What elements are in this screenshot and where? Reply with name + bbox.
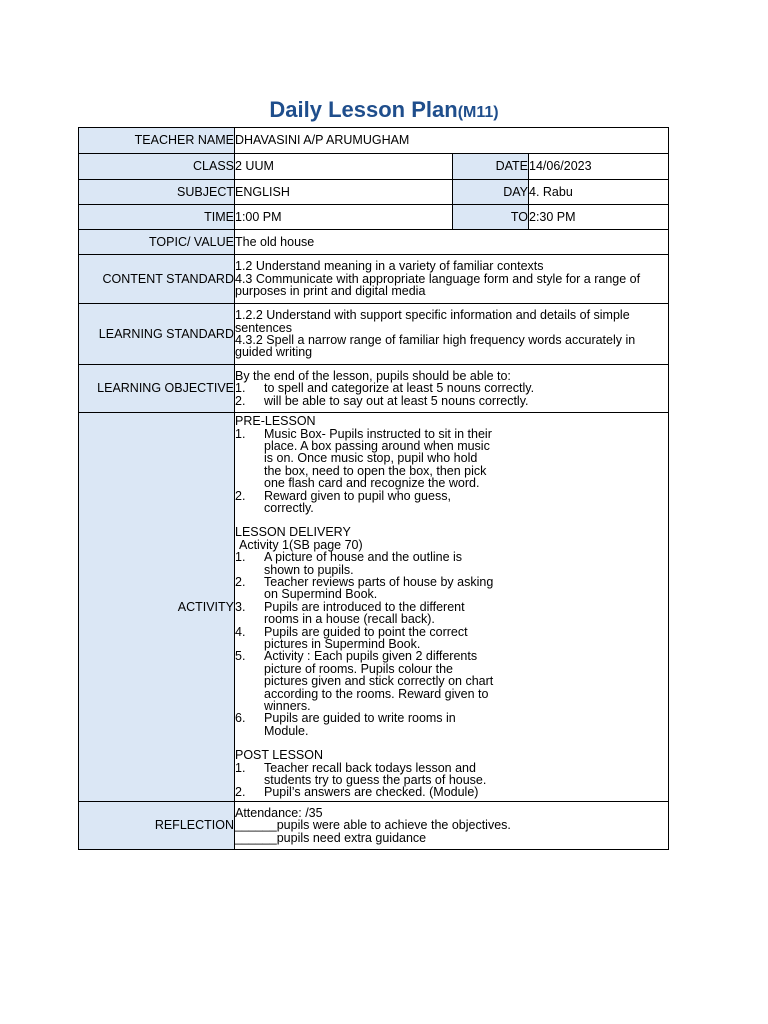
learning-objective-label: LEARNING OBJECTIVE [79,365,235,413]
list-item-line: place. A box passing around when music [264,438,490,453]
list-item-line: Module. [264,723,309,738]
row-topic [79,230,669,255]
list-item-line: according to the rooms. Reward given to [264,686,489,701]
learning-objective-list [235,382,668,407]
time-value: 1:00 PM [235,205,453,230]
lesson-delivery-list [235,551,507,737]
row-learning-objective [79,365,669,413]
list-item-line: shown to pupils. [264,562,354,577]
list-item-line: Pupil’s answers are checked. (Module) [264,785,479,800]
learning-objective-value [235,365,669,413]
day-label: DAY [453,180,529,205]
date-label: DATE [453,154,529,180]
content-standard-line-2: 4.3 Communicate with appropriate language form and style for a range of purposes in print and digital media [235,271,641,299]
topic-value: The old house [235,230,669,255]
list-item [235,650,507,712]
date-value: 14/06/2023 [529,154,669,180]
day-value: 4. Rabu [529,180,669,205]
list-item-line: pictures given and stick correctly on chart [264,674,494,689]
row-content-standard [79,255,669,304]
to-value: 2:30 PM [529,205,669,230]
list-item-line: pictures in Supermind Book. [264,637,421,652]
list-item-line: Teacher recall back todays lesson and [264,760,476,775]
reflection-attendance: Attendance: /35 [235,805,323,820]
list-item: 1. to spell and categorize at least 5 nouns correctly. [235,381,535,396]
subject-label: SUBJECT [79,180,235,205]
list-item-number: 1. [235,760,246,775]
list-item-line: is on. Once music stop, pupil who hold [264,451,478,466]
learning-objective-intro: By the end of the lesson, pupils should be able to: [235,368,511,383]
list-item-number: 4. [235,624,246,639]
list-item [235,601,507,626]
list-item-line: one flash card and recognize the word. [264,476,480,491]
content-standard-line-1: 1.2 Understand meaning in a variety of familiar contexts [235,259,544,274]
post-lesson-list [235,762,507,799]
list-item-line: Pupils are guided to point the correct [264,624,468,639]
list-item-line: Pupils are guided to write rooms in [264,711,456,726]
topic-label: TOPIC/ VALUE [79,230,235,255]
list-item-number: 3. [235,599,246,614]
content-standard-label: CONTENT STANDARD [79,255,235,304]
list-item [235,428,507,490]
learning-standard-line-1: 1.2.2 Understand with support specific information and details of simple sentences [235,308,630,335]
content-standard-value [235,255,669,304]
list-item-number: 2. [235,488,246,503]
page-title [0,96,768,127]
class-label: CLASS [79,154,235,180]
list-item-line: students try to guess the parts of house. [264,773,487,788]
lesson-delivery-heading: LESSON DELIVERY [235,525,351,540]
to-label: TO [453,205,529,230]
list-item-number: 2. [235,574,246,589]
subject-value: ENGLISH [235,180,453,205]
row-class-date [79,154,669,180]
row-time-to [79,205,669,230]
class-value: 2 UUM [235,154,453,180]
title-code: (M11) [457,104,499,121]
list-item-line: Reward given to pupil who guess, [264,488,451,503]
list-item-line: picture of rooms. Pupils colour the [264,661,453,676]
list-item [235,762,507,787]
learning-standard-value [235,304,669,365]
reflection-achieved: ______pupils were able to achieve the objectives. [235,818,511,833]
activity-label: ACTIVITY [79,413,235,802]
list-item [235,551,507,576]
time-label: TIME [79,205,235,230]
list-item-number: 5. [235,649,246,664]
activity-value [235,413,669,802]
pre-lesson-list [235,428,507,515]
learning-standard-label: LEARNING STANDARD [79,304,235,365]
list-item-line: Activity : Each pupils given 2 differents [264,649,478,664]
list-item-line: Pupils are introduced to the different [264,599,465,614]
activity-content [235,415,507,799]
reflection-extra-guidance: ______pupils need extra guidance [235,830,427,845]
list-item-line: A picture of house and the outline is [264,550,463,565]
title-text: Daily Lesson Plan [269,97,458,122]
list-item-line: the box, need to open the box, then pick [264,463,487,478]
list-item: 2. will be able to say out at least 5 nouns correctly. [235,393,529,408]
row-subject-day [79,180,669,205]
list-item [235,712,507,737]
lesson-delivery-subheading: Activity 1(SB page 70) [239,537,363,552]
reflection-value [235,802,669,850]
row-teacher-name [79,128,669,154]
post-lesson-heading: POST LESSON [235,748,323,763]
teacher-name-value: DHAVASINI A/P ARUMUGHAM [235,128,669,154]
pre-lesson-heading: PRE-LESSON [235,414,316,429]
list-item-number: 1. [235,426,246,441]
list-item-line: correctly. [264,500,314,515]
list-item-line: winners. [264,699,311,714]
row-activity [79,413,669,802]
list-item-line: Music Box- Pupils instructed to sit in their [264,426,492,441]
list-item [235,576,507,601]
list-item-number: 6. [235,711,246,726]
list-item [235,490,507,515]
list-item-number: 2. [235,785,246,800]
teacher-name-label: TEACHER NAME [79,128,235,154]
list-item-line: Teacher reviews parts of house by asking [264,574,494,589]
reflection-label: REFLECTION [79,802,235,850]
list-item [235,626,507,651]
list-item-line: on Supermind Book. [264,587,378,602]
row-reflection [79,802,669,850]
list-item-number: 1. [235,550,246,565]
list-item-line: rooms in a house (recall back). [264,612,435,627]
lesson-plan-table [78,127,669,850]
row-learning-standard [79,304,669,365]
list-item [235,786,507,798]
learning-standard-line-2: 4.3.2 Spell a narrow range of familiar high frequency words accurately in guided writing [235,333,636,360]
